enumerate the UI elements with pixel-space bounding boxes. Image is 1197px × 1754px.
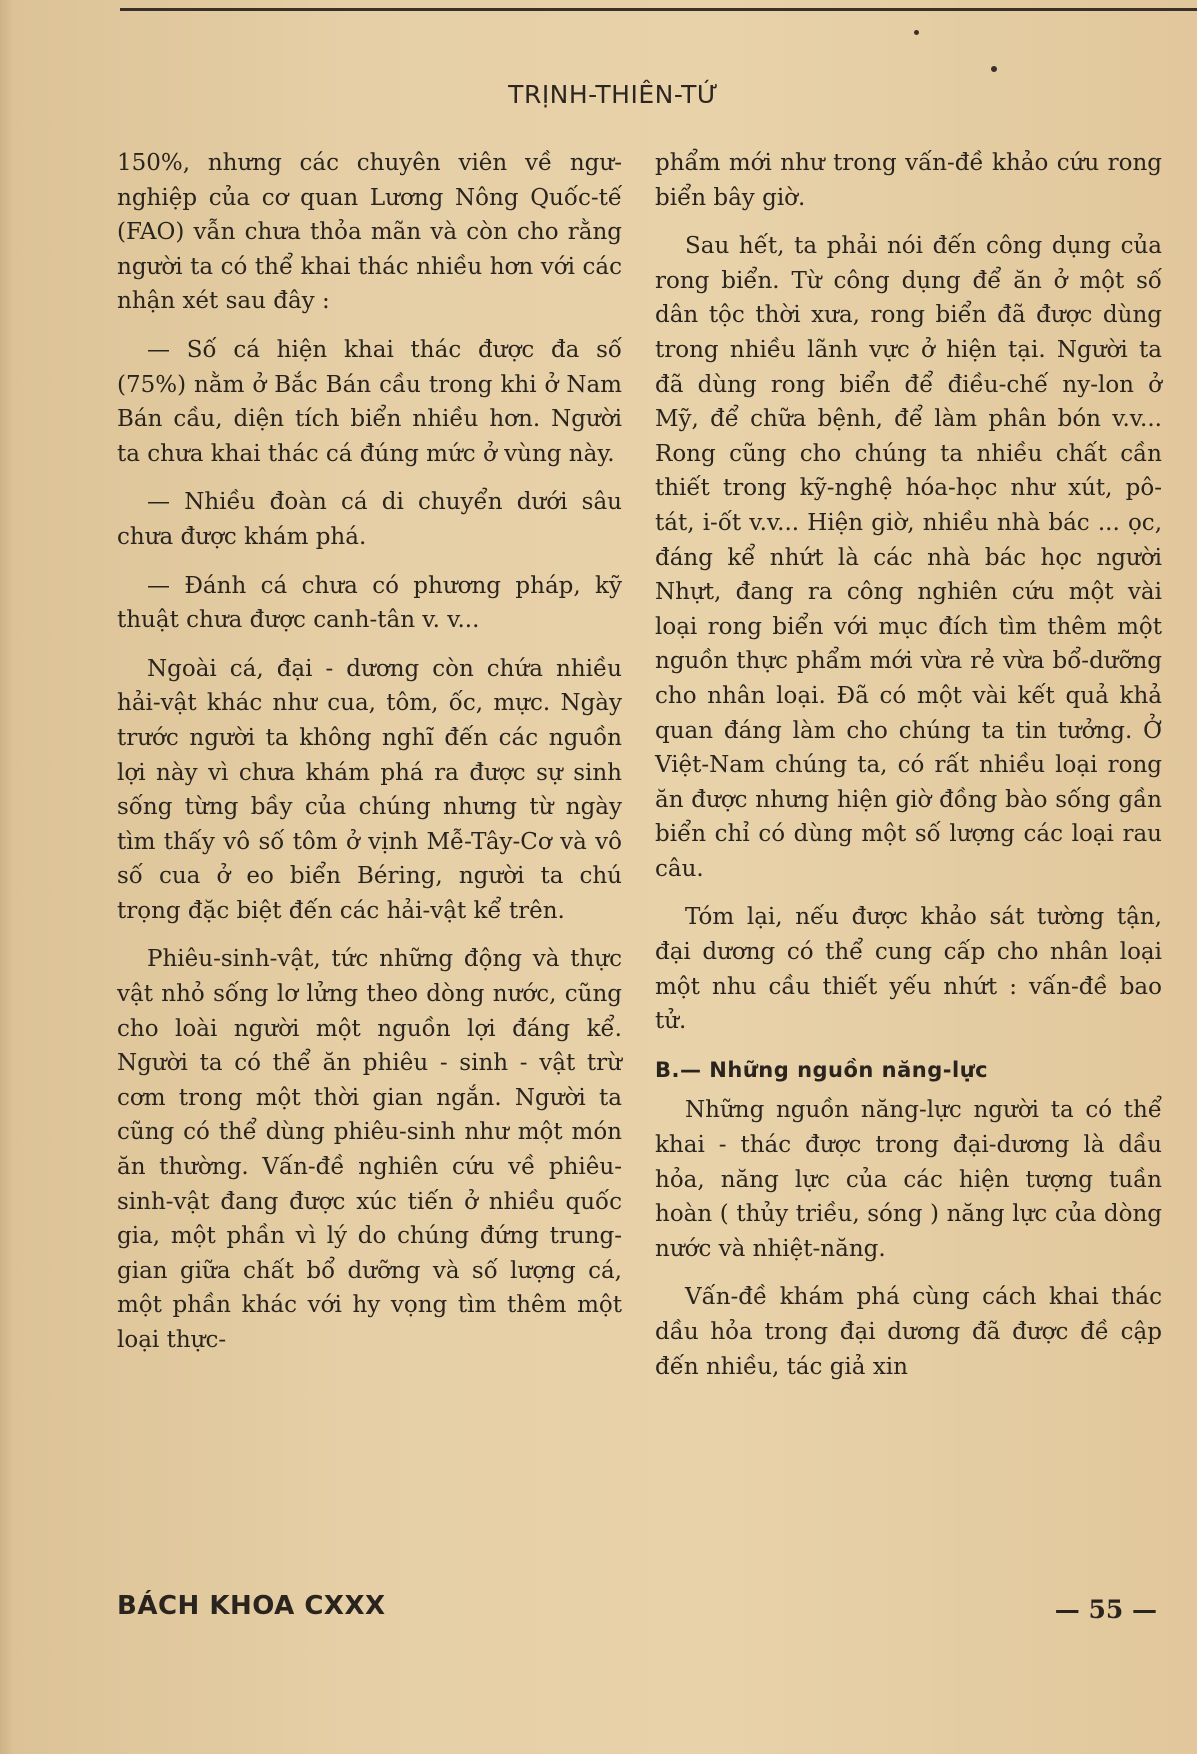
right-column	[655, 146, 1162, 1398]
publication-footer: BÁCH KHOA CXXX	[117, 1591, 386, 1621]
paragraph: — Đánh cá chưa có phương pháp, kỹ thuật chưa được canh-tân v. v...	[117, 572, 622, 634]
paragraph: Vấn-đề khám phá cùng cách khai thác dầu hỏa trong đại dương đã được đề cập đến nhiều, tác giả xin	[655, 1284, 1162, 1380]
paragraph: — Số cá hiện khai thác được đa số (75%) nằm ở Bắc Bán cầu trong khi ở Nam Bán cầu, diện tích biển nhiều hơn. Người ta chưa khai thác cá đúng mức ở vùng này.	[117, 336, 622, 467]
paragraph: Phiêu-sinh-vật, tức những động và thực vật nhỏ sống lơ lửng theo dòng nước, cũng cho loài người một nguồn lợi đáng kể. Người ta có thể ăn phiêu - sinh - vật trừ cơm trong một thời gian ngắn. Người ta cũng có thể dùng phiêu-sinh như một món ăn thường. Vấn-đề nghiên cứu về phiêu-sinh-vật đang được xúc tiến ở nhiều quốc gia, một phần vì lý do chúng đứng trung-gian giữa chất bổ dưỡng và số lượng cá, một phần khác với hy vọng tìm thêm một loại thực-	[117, 946, 622, 1353]
paragraph: phẩm mới như trong vấn-đề khảo cứu rong biển bây giờ.	[655, 150, 1162, 211]
page-number: — 55 —	[1054, 1595, 1157, 1624]
paragraph: Tóm lại, nếu được khảo sát tường tận, đại dương có thể cung cấp cho nhân loại một nhu cầu thiết yếu nhứt : vấn-đề bao tử.	[655, 904, 1162, 1035]
paragraph: Sau hết, ta phải nói đến công dụng của rong biển. Từ công dụng để ăn ở một số dân tộc thời xưa, rong biển đã được dùng trong nhiều lãnh vực ở hiện tại. Người ta đã dùng rong biển để điều-chế ny-lon ở Mỹ, để chữa bệnh, để làm phân bón v.v... Rong cũng cho chúng ta nhiều chất cần thiết trong kỹ-nghệ hóa-học như xút, pô-tát, i-ốt v.v... Hiện giờ, nhiều nhà bác ... ọc, đáng kể nhứt là các nhà bác học người Nhựt, đang ra công nghiên cứu một vài loại rong biển với mục đích tìm thêm một nguồn thực phẩm mới vừa rẻ vừa bổ-dưỡng cho nhân loại. Đã có một vài kết quả khả quan đáng làm cho chúng ta tin tưởng. Ở Việt-Nam chúng ta, có rất nhiều loại rong ăn được nhưng hiện giờ đồng bào sống gần biển chỉ có dùng một số lượng các loại rau câu.	[655, 233, 1162, 882]
left-column	[117, 146, 622, 1372]
paragraph: — Nhiều đoàn cá di chuyển dưới sâu chưa được khám phá.	[117, 489, 622, 550]
section-heading: B.— Những nguồn năng-lực	[655, 1057, 989, 1082]
ink-speck	[991, 66, 997, 72]
paragraph: Ngoài cá, đại - dương còn chứa nhiều hải-vật khác như cua, tôm, ốc, mực. Ngày trước người ta không nghĩ đến các nguồn lợi này vì chưa khám phá ra được sự sinh sống từng bầy của chúng nhưng từ ngày tìm thấy vô số tôm ở vịnh Mễ-Tây-Cơ và vô số cua ở eo biển Béring, người ta chú trọng đặc biệt đến các hải-vật kể trên.	[117, 655, 622, 924]
ink-speck	[914, 30, 919, 35]
top-rule	[120, 8, 1197, 11]
running-title: TRỊNH-THIÊN-TỨ	[508, 80, 719, 109]
paragraph: 150%, nhưng các chuyên viên về ngư-nghiệp của cơ quan Lương Nông Quốc-tế (FAO) vẫn chưa thỏa mãn và còn cho rằng người ta có thể khai thác nhiều hơn với các nhận xét sau đây :	[117, 150, 622, 315]
page-edge-shadow	[0, 0, 14, 1754]
paragraph: Những nguồn năng-lực người ta có thể khai - thác được trong đại-dương là dầu hỏa, năng lực của các hiện tượng tuần hoàn ( thủy triều, sóng ) năng lực của dòng nước và nhiệt-năng.	[655, 1097, 1162, 1262]
